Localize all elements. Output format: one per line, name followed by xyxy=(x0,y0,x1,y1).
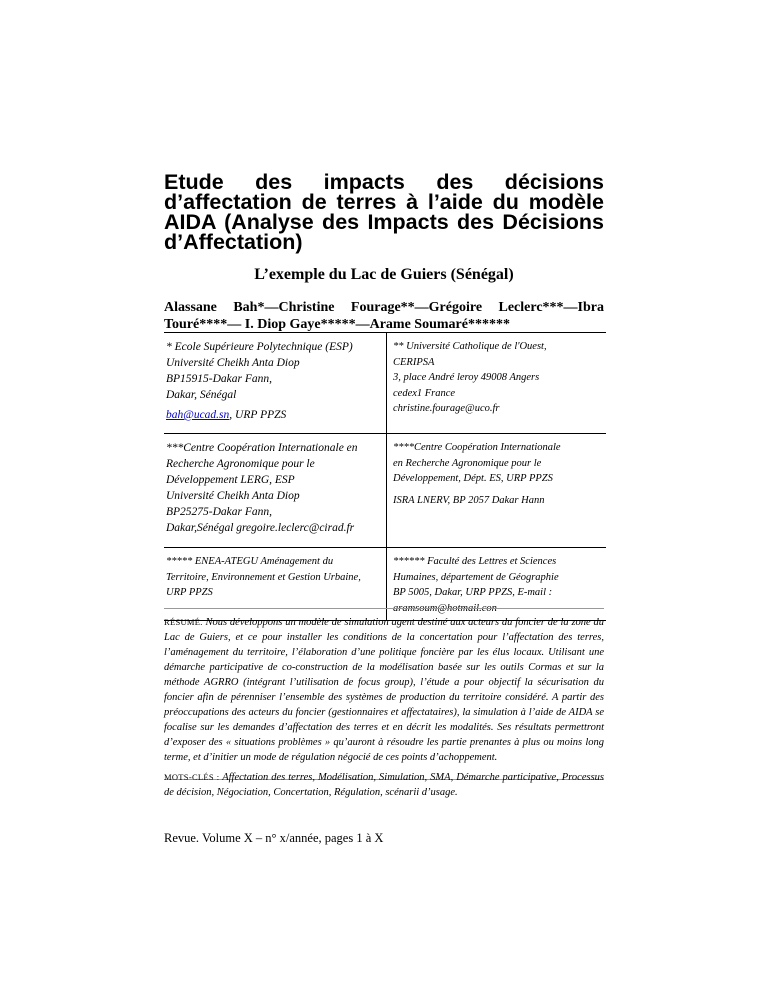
affiliation-line: christine.fourage@uco.fr xyxy=(393,403,500,414)
affiliation-line: ***Centre Coopération Internationale en xyxy=(166,442,358,454)
affiliation-line: CERIPSA xyxy=(393,356,435,368)
email-link[interactable]: bah@ucad.sn xyxy=(166,409,230,421)
affiliation-line: * Ecole Supérieure Polytechnique (ESP) xyxy=(166,341,353,353)
keywords-text: Affectation des terres, Modélisation, Simulation, SMA, Démarche participative, Processus de décision, Négociation, Concertation, Régulation, scénarii d’usage. xyxy=(164,772,605,798)
keywords-paragraph xyxy=(164,770,604,800)
affiliation-line: cedex1 France xyxy=(393,387,456,399)
affiliation-line: Recherche Agronomique pour le xyxy=(166,458,315,470)
affiliation-line: BP25275-Dakar Fann, xyxy=(166,506,273,518)
affiliation-line: Université Cheikh Anta Diop xyxy=(166,357,300,369)
affiliation-line: en Recherche Agronomique pour le xyxy=(393,457,542,469)
author-list: Alassane Bah*—Christine Fourage**—Grégoire Leclerc***—Ibra Touré****— I. Diop Gaye*****—Arame Soumaré****** xyxy=(164,300,604,332)
affiliation-cirad-es xyxy=(387,434,607,548)
affiliation-cirad xyxy=(164,434,387,548)
paper-subtitle: L’exemple du Lac de Guiers (Sénégal) xyxy=(254,266,514,283)
paper-title: Etude des impacts des décisions d’affectation de terres à l’aide du modèle AIDA (Analyse des Impacts des Décisions d’Affectation) xyxy=(164,170,604,254)
affiliation-email-line xyxy=(166,407,382,423)
affiliation-line: ****** Faculté des Lettres et Sciences xyxy=(393,556,557,567)
affiliation-row xyxy=(164,434,606,548)
affiliation-line: ISRA LNERV, BP 2057 Dakar Hann xyxy=(393,494,545,506)
abstract-label: RÉSUMÉ. xyxy=(164,617,203,627)
keywords-label: MOTS-CLÉS : xyxy=(164,772,220,782)
affiliations-table xyxy=(164,332,606,621)
affiliation-line: Dakar, Sénégal xyxy=(166,389,237,401)
affiliation-line: BP15915-Dakar Fann, xyxy=(166,373,273,385)
affiliation-uco xyxy=(387,333,607,434)
affiliation-row xyxy=(164,333,606,434)
affiliation-line: ** Université Catholique de l'Ouest, xyxy=(393,341,547,352)
journal-footer: Revue. Volume X – n° x/année, pages 1 à X xyxy=(164,831,384,845)
affiliation-line: ***** ENEA-ATEGU Aménagement du xyxy=(166,556,334,567)
abstract-block xyxy=(164,608,605,798)
affiliation-line: URP PPZS xyxy=(166,587,213,598)
affiliation-line: 3, place André leroy 49008 Angers xyxy=(393,372,540,383)
abstract-text: Nous développons un modèle de simulation agent destiné aux acteurs du foncier de la zone du Lac de Guiers, et ce pour installer les conditions de la concertation pour l’affectation des terres, l’aménagement du territoire, l’élaboration d’une politique foncière par les élus locaux. Utilisant une démarche participative de co-construction de la modélisation basée sur les outils Cormas et sur la méthode AGRRO (intégrant l’utilisation de focus group), l’étude a pour objectif la sécurisation du foncier afin de pérenniser l’ensemble des systèmes de production du territoire considéré. A partir des préoccupations des acteurs du foncier (gestionnaires et affectataires), la simulation à l’aide de AIDA se focalise sur les demandes d’affectation des terres et en décrit les modalités. Ses résultats permettront d’exposer des « situations problèmes » qu’auront à résoudre les partie prenantes à plus ou moins long terme, et d’initier un mode de régulation négocié de ces points d’achoppement. xyxy=(164,617,604,763)
affiliation-line: Développement LERG, ESP xyxy=(166,474,295,486)
affiliation-line: Université Cheikh Anta Diop xyxy=(166,490,300,502)
affiliation-line: Humaines, département de Géographie xyxy=(393,571,559,583)
affiliation-line: ****Centre Coopération Internationale xyxy=(393,442,561,453)
affiliation-line: aramsoum@hotmail.con xyxy=(393,602,497,614)
affiliation-line: BP 5005, Dakar, URP PPZS, E-mail : xyxy=(393,587,553,598)
abstract-paragraph xyxy=(164,615,604,765)
affiliation-line: Territoire, Environnement et Gestion Urbaine, xyxy=(166,571,361,583)
affiliation-line: Dakar,Sénégal gregoire.leclerc@cirad.fr xyxy=(166,522,355,534)
affiliation-email-suffix: , URP PPZS xyxy=(229,409,287,421)
affiliation-line: Développement, Dépt. ES, URP PPZS xyxy=(393,473,553,484)
affiliation-esp xyxy=(164,333,387,434)
